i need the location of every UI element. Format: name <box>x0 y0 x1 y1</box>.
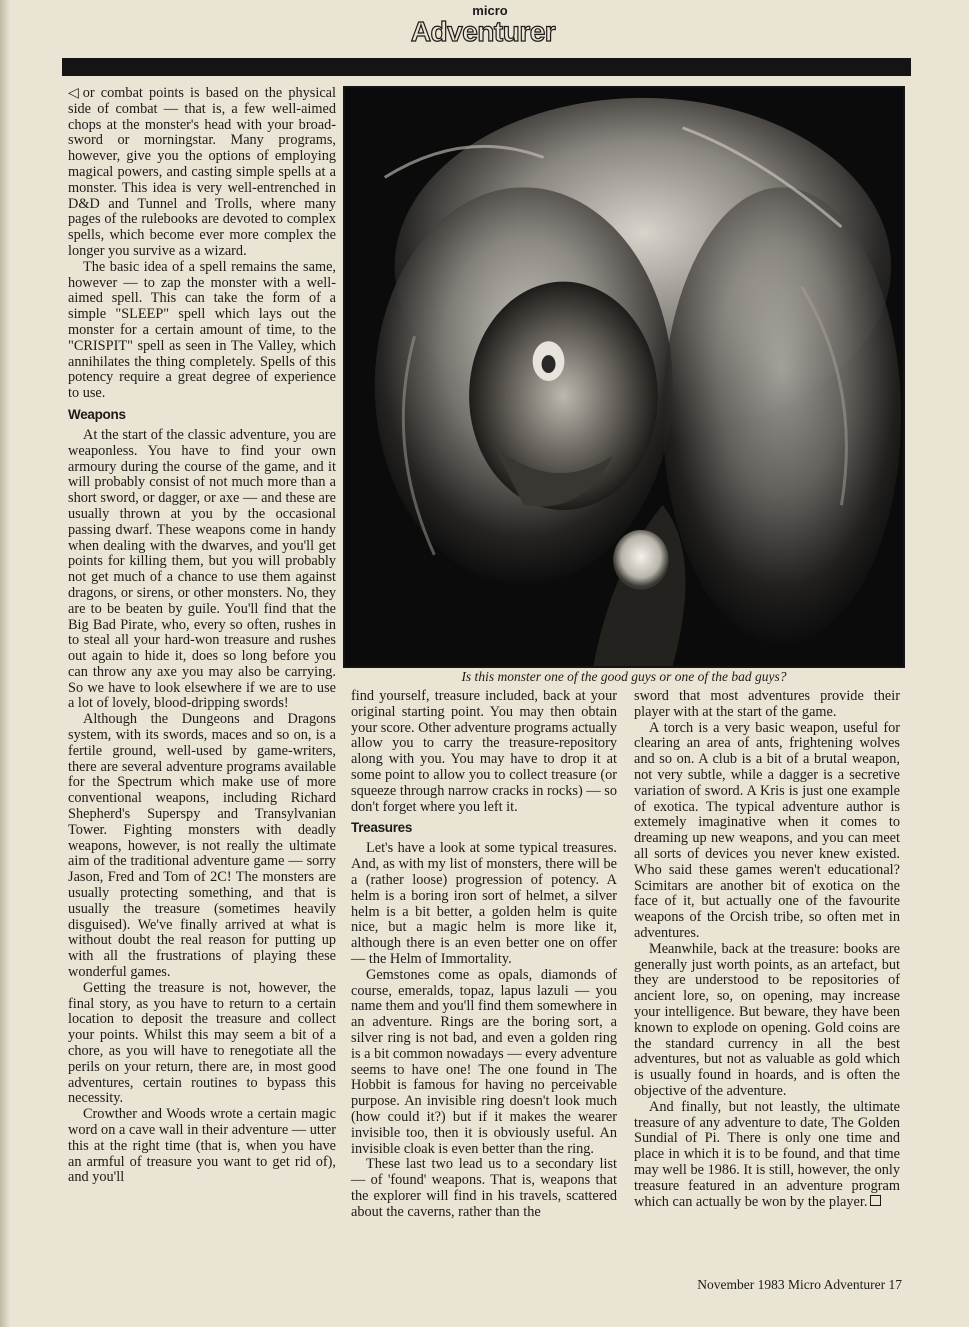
section-heading-treasures: Treasures <box>351 820 413 836</box>
paragraph: Gemstones come as opals, diamonds of course, emeralds, topaz, lapus lazuli — you name them and you'll find them somewhere in an adventure. Rings are the boring sort, a silver ring is not bad, and even a golden ring is a bit common nowadays — every adventure seems to have one! The one found in The Hobbit is famous for having no perceivable purpose. An invisible ring doesn't look much (how could it?) but if it makes the wearer invisible too, then it is obviously useful. An invisible cloak is even better than the ring. <box>351 966 617 1157</box>
article-column-1 <box>68 86 336 1186</box>
masthead-title: Adventurer <box>410 16 556 47</box>
paragraph: Meanwhile, back at the treasure: books are generally just worth points, as an artefact, but they are understood to be repositories of ancient lore, so, on opening, may increase your intelligence. But beware, they have been known to explode on opening. Gold coins are the standard currency in all the best adventures, but not as valuable as gold which is usually found in hoards, and is often the objective of the adventure. <box>634 940 900 1099</box>
page-edge <box>0 0 10 1327</box>
masthead-logo <box>408 4 558 58</box>
paragraph: These last two lead us to a secondary list — of 'found' weapons. That is, weapons that the explorer will find in his travels, scattered about the caverns, rather than the <box>351 1156 617 1220</box>
paragraph: A torch is a very basic weapon, useful for clearing an area of ants, frightening wolves and so on. A club is a bit of a brutal weapon, not very subtle, while a dagger is a secretive variation of sword. A Kris is just one example of exotica. The typical adventure author is extemely imaginative when it comes to dreaming up new weapons, and you can meet all sorts of devices you never knew existed. Who said these games weren't educational? Scimitars are another bit of exotica on the face of it, but actually one of the favourite weapons of the Orcish tribe, so often met in adventures. <box>634 719 900 941</box>
monster-photo-image <box>345 88 903 666</box>
paragraph <box>68 86 336 260</box>
article-column-3 <box>634 689 900 1210</box>
paragraph: The basic idea of a spell remains the same, however — to zap the monster with a well-aimed spell. This can take the form of a simple "SLEEP" spell which lays out the monster for a certain amount of time, to the "CRISPIT" spell as seen in The Valley, which annihilates the thing completely. Spells of this potency require a great degree of experience to use. <box>68 258 336 402</box>
end-mark-icon <box>870 1195 881 1206</box>
article-column-2 <box>351 689 617 1221</box>
paragraph-text: And finally, but not leastly, the ultimate treasure of any adventure to date, The Golden Sundial of Pi. There is only one time and place in which it is to be found, and that time may well be 1986. It is still, however, the only treasure featured in an adventure program which can actually be won by the player. <box>634 1098 900 1210</box>
masthead-micro: micro <box>472 3 508 18</box>
paragraph: Getting the treasure is not, however, the final story, as you have to return to a certain location to deposit the treasure and collect your points. Whilst this may seem a bit of a chore, as you will have to renegotiate all the perils on your return, there are, in most good adventures, certain routines to bypass this necessity. <box>68 979 336 1107</box>
paragraph: Crowther and Woods wrote a certain magic word on a cave wall in their adventure — utter this at the right time (that is, when you have an armful of treasure you want to get rid of), and you'll <box>68 1106 336 1186</box>
photo-caption: Is this monster one of the good guys or one of the bad guys? <box>461 669 787 684</box>
monster-photo <box>343 86 905 668</box>
paragraph <box>634 1100 900 1211</box>
paragraph: sword that most adventures provide their player with at the start of the game. <box>634 688 900 720</box>
paragraph: At the start of the classic adventure, you are weaponless. You have to find your own armoury during the course of the game, and it will probably consist of not much more than a short sword, or dagger, or axe — and these are usually thrown at you by the occasional passing dwarf. These weapons come in handy when dealing with the dwarves, and you'll get points for killing them, but you will probably not get much of a chance to use them against dragons, or sirens, or other monsters. No, they are to be beaten by guile. You'll find that the Big Bad Pirate, who, every so often, rushes in to steal all your hard-won treasure and rushes out again to hide it, does so long before you can throw any axe you may also be carrying. So we have to look elsewhere if we are to use a lot of lovely, blood-dripping swords! <box>68 426 336 712</box>
paragraph: find yourself, treasure included, back at your original starting point. You may then obtain your score. Other adventure programs actually allow you to carry the treasure-repository along with you. You may have to drop it at some point to allow you to collect treasure (or squeeze through narrow cracks in rocks) — so don't forget where you left it. <box>351 688 617 815</box>
paragraph: Although the Dungeons and Dragons system, with its swords, maces and so on, is a fertile ground, well-used by game-writers, there are several adventure programs available for the Spectrum which make use of more conventional weapons, including Richard Shepherd's Superspy and Transylvanian Tower. Fighting monsters with deadly weapons, however, is not really the ultimate aim of the traditional adventure game — sorry Jason, Fred and Tom of 2C! The monsters are usually protecting something, and that is usually the treasure (sometimes heavily disguised). We've finally arrived at what is without doubt the real reason for putting up with all the frustrations of playing these wonderful games. <box>68 711 336 981</box>
page-footer: November 1983 Micro Adventurer 17 <box>697 1277 902 1292</box>
section-heading-weapons: Weapons <box>68 406 126 422</box>
paragraph: Let's have a look at some typical treasures. And, as with my list of monsters, there will be a (rather loose) progression of potency. A helm is a boring iron sort of helmet, a silver helm is a bit better, a golden helm is quite nice, but a magic helm is more like it, although there is an even better one on offer — the Helm of Immortality. <box>351 840 617 967</box>
paragraph-text: or combat points is based on the physical side of combat — that is, a few well-aimed chops at the monster's head with your broad-sword or morningstar. Many programs, however, give you the options of employing magical powers, and casting simple spells at a monster. This idea is very well-entrenched in D&D and Tunnel and Trolls, where many pages of the rulebooks are devoted to complex spells, which become ever more complex the longer you survive as a wizard. <box>68 85 336 259</box>
continued-arrow-icon: ◁ <box>68 86 79 101</box>
header-bar <box>62 58 911 76</box>
